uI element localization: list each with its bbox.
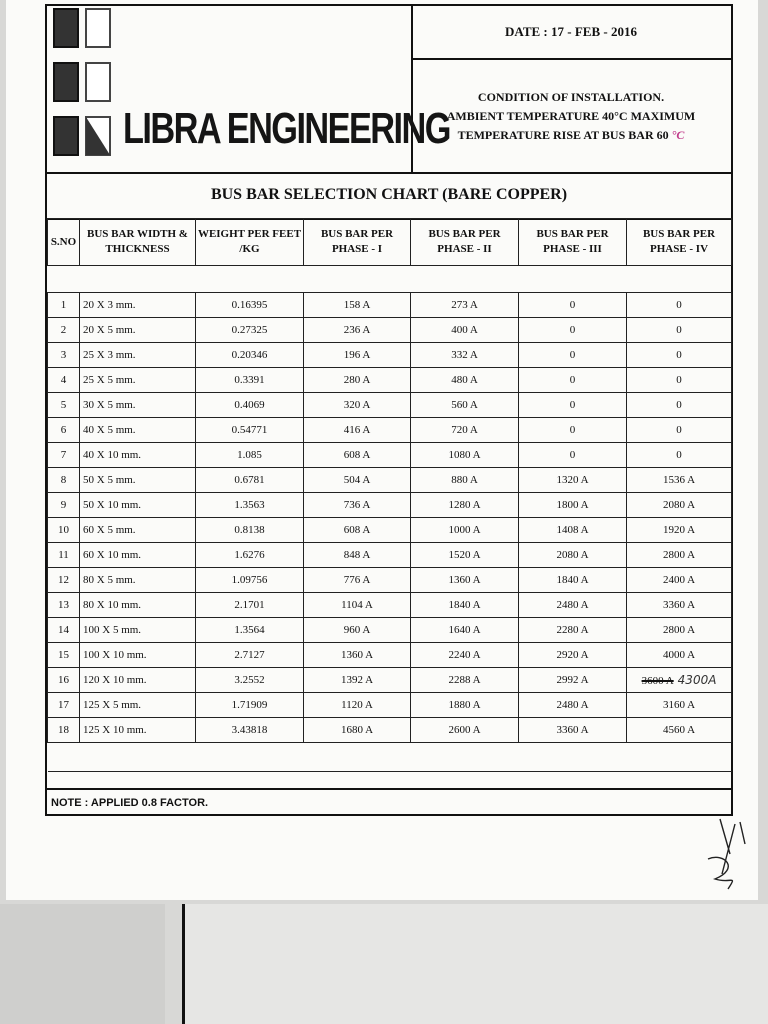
condition-line: TEMPERATURE RISE AT BUS BAR 60 °C bbox=[457, 128, 685, 142]
logo-block-icon bbox=[53, 116, 79, 156]
table-row bbox=[48, 468, 732, 493]
temp-rise-unit: °C bbox=[671, 128, 685, 142]
table-cell: 18 bbox=[48, 718, 80, 743]
company-logo bbox=[47, 6, 450, 172]
table-row bbox=[48, 368, 732, 393]
table-cell: 1080 A bbox=[411, 443, 519, 468]
table-cell: 40 X 10 mm. bbox=[80, 443, 196, 468]
table-cell: 1280 A bbox=[411, 493, 519, 518]
table-row bbox=[48, 393, 732, 418]
table-cell: 1.6276 bbox=[196, 543, 304, 568]
table-cell: 80 X 10 mm. bbox=[80, 593, 196, 618]
table-cell: 7 bbox=[48, 443, 80, 468]
table-cell: 280 A bbox=[304, 368, 411, 393]
table-cell: 0 bbox=[519, 443, 627, 468]
table-cell: 1 bbox=[48, 293, 80, 318]
table-cell: 2080 A bbox=[627, 493, 732, 518]
table-row bbox=[48, 643, 732, 668]
table-cell: 776 A bbox=[304, 568, 411, 593]
table-row bbox=[48, 493, 732, 518]
handwritten-correction: 4300A bbox=[677, 673, 717, 687]
table-cell: 1.71909 bbox=[196, 693, 304, 718]
condition-line: CONDITION OF INSTALLATION. bbox=[477, 90, 665, 104]
table-cell: 960 A bbox=[304, 618, 411, 643]
table-cell: 0 bbox=[519, 418, 627, 443]
table-row bbox=[48, 318, 732, 343]
table-cell: 4000 A bbox=[627, 643, 732, 668]
table-cell: 2400 A bbox=[627, 568, 732, 593]
table-row bbox=[48, 293, 732, 318]
table-cell: 1920 A bbox=[627, 518, 732, 543]
column-header: BUS BAR PER PHASE - IV bbox=[627, 219, 732, 266]
table-cell: 0 bbox=[519, 343, 627, 368]
table-cell bbox=[627, 668, 732, 693]
table-cell: 2920 A bbox=[519, 643, 627, 668]
table-cell: 1.085 bbox=[196, 443, 304, 468]
table-cell: 25 X 5 mm. bbox=[80, 368, 196, 393]
table-cell: 125 X 5 mm. bbox=[80, 693, 196, 718]
table-cell: 720 A bbox=[411, 418, 519, 443]
table-cell: 0.4069 bbox=[196, 393, 304, 418]
table-cell: 13 bbox=[48, 593, 80, 618]
table-cell: 2 bbox=[48, 318, 80, 343]
table-cell: 880 A bbox=[411, 468, 519, 493]
table-row bbox=[48, 343, 732, 368]
table-cell: 2800 A bbox=[627, 543, 732, 568]
table-cell: 100 X 10 mm. bbox=[80, 643, 196, 668]
table-cell: 1880 A bbox=[411, 693, 519, 718]
table-cell: 1120 A bbox=[304, 693, 411, 718]
table-cell: 236 A bbox=[304, 318, 411, 343]
table-cell: 0.16395 bbox=[196, 293, 304, 318]
table-cell: 400 A bbox=[411, 318, 519, 343]
table-cell: 608 A bbox=[304, 443, 411, 468]
table-row bbox=[48, 418, 732, 443]
table-cell: 1000 A bbox=[411, 518, 519, 543]
table-cell: 40 X 5 mm. bbox=[80, 418, 196, 443]
chart-frame bbox=[45, 4, 733, 816]
scan-background bbox=[0, 904, 165, 1024]
logo-block-icon bbox=[85, 62, 111, 102]
table-cell: 20 X 5 mm. bbox=[80, 318, 196, 343]
table-cell: 2080 A bbox=[519, 543, 627, 568]
table-cell: 0.54771 bbox=[196, 418, 304, 443]
table-cell: 1680 A bbox=[304, 718, 411, 743]
table-cell: 16 bbox=[48, 668, 80, 693]
table-cell: 0 bbox=[627, 343, 732, 368]
table-cell: 30 X 5 mm. bbox=[80, 393, 196, 418]
table-cell: 1.3563 bbox=[196, 493, 304, 518]
table-cell: 3.2552 bbox=[196, 668, 304, 693]
table-cell: 50 X 10 mm. bbox=[80, 493, 196, 518]
table-cell: 0.6781 bbox=[196, 468, 304, 493]
table-cell: 736 A bbox=[304, 493, 411, 518]
table-row bbox=[48, 543, 732, 568]
table-cell: 60 X 10 mm. bbox=[80, 543, 196, 568]
struck-value: 3600 A bbox=[641, 675, 674, 687]
table-cell: 6 bbox=[48, 418, 80, 443]
column-header: BUS BAR PER PHASE - II bbox=[411, 219, 519, 266]
table-cell: 2800 A bbox=[627, 618, 732, 643]
condition-line: AMBIENT TEMPERATURE 40°C MAXIMUM bbox=[446, 109, 696, 123]
table-cell: 12 bbox=[48, 568, 80, 593]
table-cell: 1.09756 bbox=[196, 568, 304, 593]
table-cell: 273 A bbox=[411, 293, 519, 318]
table-cell: 1640 A bbox=[411, 618, 519, 643]
logo-block-icon bbox=[85, 8, 111, 48]
table-cell: 0 bbox=[519, 318, 627, 343]
table-cell: 125 X 10 mm. bbox=[80, 718, 196, 743]
table-cell: 1360 A bbox=[411, 568, 519, 593]
bus-bar-table bbox=[47, 218, 732, 772]
table-cell: 2480 A bbox=[519, 693, 627, 718]
table-cell: 2992 A bbox=[519, 668, 627, 693]
table-cell: 480 A bbox=[411, 368, 519, 393]
table-cell: 4560 A bbox=[627, 718, 732, 743]
column-header: BUS BAR PER PHASE - III bbox=[519, 219, 627, 266]
table-cell: 20 X 3 mm. bbox=[80, 293, 196, 318]
table-cell: 1840 A bbox=[519, 568, 627, 593]
table-cell: 1.3564 bbox=[196, 618, 304, 643]
logo-block-icon bbox=[53, 62, 79, 102]
table-cell: 0 bbox=[627, 318, 732, 343]
table-cell: 0 bbox=[627, 443, 732, 468]
table-cell: 504 A bbox=[304, 468, 411, 493]
table-cell: 10 bbox=[48, 518, 80, 543]
table-cell: 3 bbox=[48, 343, 80, 368]
table-cell: 1360 A bbox=[304, 643, 411, 668]
document-date: DATE : 17 - FEB - 2016 bbox=[411, 6, 731, 60]
table-cell: 2280 A bbox=[519, 618, 627, 643]
table-cell: 320 A bbox=[304, 393, 411, 418]
scan-background-edge bbox=[182, 904, 768, 1024]
table-row bbox=[48, 568, 732, 593]
chart-title: BUS BAR SELECTION CHART (BARE COPPER) bbox=[47, 172, 731, 220]
table-cell: 1320 A bbox=[519, 468, 627, 493]
table-cell: 0.3391 bbox=[196, 368, 304, 393]
installation-conditions bbox=[411, 58, 731, 172]
table-cell: 560 A bbox=[411, 393, 519, 418]
table-cell: 0 bbox=[627, 393, 732, 418]
table-cell: 1392 A bbox=[304, 668, 411, 693]
table-cell: 2600 A bbox=[411, 718, 519, 743]
table-cell: 3360 A bbox=[519, 718, 627, 743]
table-cell: 0 bbox=[627, 418, 732, 443]
column-header: WEIGHT PER FEET /KG bbox=[196, 219, 304, 266]
signature-scribble bbox=[700, 814, 750, 894]
column-header: BUS BAR PER PHASE - I bbox=[304, 219, 411, 266]
spacer-row bbox=[48, 266, 732, 293]
table-cell: 100 X 5 mm. bbox=[80, 618, 196, 643]
table-cell: 25 X 3 mm. bbox=[80, 343, 196, 368]
table-cell: 0 bbox=[627, 293, 732, 318]
table-cell: 0 bbox=[519, 393, 627, 418]
table-cell: 1840 A bbox=[411, 593, 519, 618]
table-cell: 15 bbox=[48, 643, 80, 668]
table-cell: 120 X 10 mm. bbox=[80, 668, 196, 693]
table-cell: 5 bbox=[48, 393, 80, 418]
table-row bbox=[48, 693, 732, 718]
table-cell: 0.20346 bbox=[196, 343, 304, 368]
table-cell: 1408 A bbox=[519, 518, 627, 543]
table-cell: 3160 A bbox=[627, 693, 732, 718]
table-cell: 17 bbox=[48, 693, 80, 718]
table-cell: 8 bbox=[48, 468, 80, 493]
table-cell: 848 A bbox=[304, 543, 411, 568]
table-cell: 0 bbox=[519, 293, 627, 318]
header-row bbox=[47, 6, 731, 174]
table-cell: 0 bbox=[519, 368, 627, 393]
table-cell: 2.7127 bbox=[196, 643, 304, 668]
column-header: S.NO bbox=[48, 219, 80, 266]
table-cell: 196 A bbox=[304, 343, 411, 368]
table-cell: 2.1701 bbox=[196, 593, 304, 618]
table-row bbox=[48, 443, 732, 468]
table-cell: 1104 A bbox=[304, 593, 411, 618]
table-cell: 1520 A bbox=[411, 543, 519, 568]
table-cell: 0 bbox=[627, 368, 732, 393]
table-cell: 0.8138 bbox=[196, 518, 304, 543]
table-cell: 1536 A bbox=[627, 468, 732, 493]
table-row bbox=[48, 618, 732, 643]
table-cell: 0.27325 bbox=[196, 318, 304, 343]
table-row bbox=[48, 718, 732, 743]
table-cell: 2240 A bbox=[411, 643, 519, 668]
table-cell: 158 A bbox=[304, 293, 411, 318]
table-cell: 11 bbox=[48, 543, 80, 568]
table-row bbox=[48, 593, 732, 618]
column-header: BUS BAR WIDTH & THICKNESS bbox=[80, 219, 196, 266]
spacer-row bbox=[48, 743, 732, 772]
company-name: LIBRA ENGINEERING bbox=[123, 104, 450, 153]
table-cell: 60 X 5 mm. bbox=[80, 518, 196, 543]
table-cell: 2480 A bbox=[519, 593, 627, 618]
table-cell: 608 A bbox=[304, 518, 411, 543]
table-cell: 50 X 5 mm. bbox=[80, 468, 196, 493]
table-cell: 416 A bbox=[304, 418, 411, 443]
table-cell: 80 X 5 mm. bbox=[80, 568, 196, 593]
table-cell: 3.43818 bbox=[196, 718, 304, 743]
table-cell: 1800 A bbox=[519, 493, 627, 518]
table-row bbox=[48, 668, 732, 693]
note: NOTE : APPLIED 0.8 FACTOR. bbox=[47, 788, 731, 814]
logo-block-icon bbox=[53, 8, 79, 48]
table-cell: 9 bbox=[48, 493, 80, 518]
table-cell: 332 A bbox=[411, 343, 519, 368]
table-cell: 14 bbox=[48, 618, 80, 643]
table-cell: 4 bbox=[48, 368, 80, 393]
table-row bbox=[48, 518, 732, 543]
table-cell: 2288 A bbox=[411, 668, 519, 693]
table-cell: 3360 A bbox=[627, 593, 732, 618]
table-header-row bbox=[48, 219, 732, 266]
logo-triangle-icon bbox=[85, 116, 111, 156]
